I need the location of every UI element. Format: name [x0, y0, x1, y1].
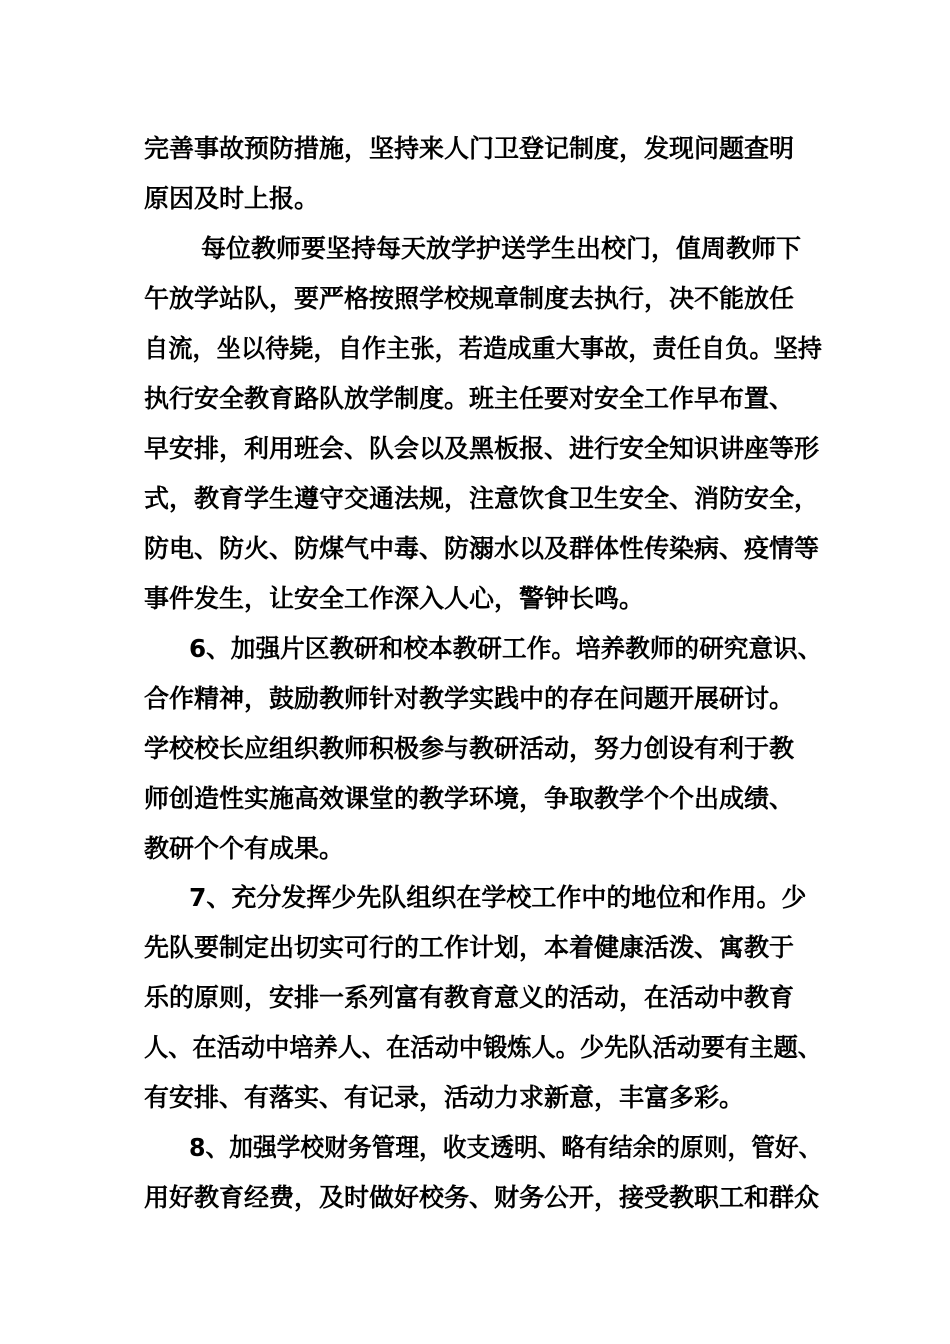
text-line: 式，教育学生遵守交通法规，注意饮食卫生安全、消防安全， [144, 484, 820, 513]
text-line: 8、加强学校财务管理，收支透明、略有结余的原则，管好、 [189, 1133, 823, 1162]
text-line: 防电、防火、防煤气中毒、防溺水以及群体性传染病、疫情等 [144, 534, 820, 563]
text-line: 自流，坐以待毙，自作主张，若造成重大事故，责任自负。坚持 [144, 334, 823, 363]
text-line: 师创造性实施高效课堂的教学环境，争取教学个个出成绩、 [144, 784, 795, 813]
text-line: 事件发生，让安全工作深入人心，警钟长鸣。 [144, 584, 645, 613]
text-line: 有安排、有落实、有记录，活动力求新意，丰富多彩。 [144, 1083, 745, 1112]
text-line: 午放学站队，要严格按照学校规章制度去执行，决不能放任 [144, 284, 795, 313]
text-line: 完善事故预防措施，坚持来人门卫登记制度，发现问题查明 [144, 134, 795, 163]
text-line: 7、充分发挥少先队组织在学校工作中的地位和作用。少 [189, 883, 807, 912]
text-line: 合作精神，鼓励教师针对教学实践中的存在问题开展研讨。 [144, 684, 795, 713]
text-line: 乐的原则，安排一系列富有教育意义的活动，在活动中教育 [144, 983, 795, 1012]
text-line: 先队要制定出切实可行的工作计划，本着健康活泼、寓教于 [144, 933, 795, 962]
text-line: 6、加强片区教研和校本教研工作。培养教师的研究意识、 [189, 634, 823, 663]
text-line: 早安排，利用班会、队会以及黑板报、进行安全知识讲座等形 [144, 434, 820, 463]
text-line: 人、在活动中培养人、在活动中锻炼人。少先队活动要有主题、 [144, 1033, 823, 1062]
text-line: 原因及时上报。 [144, 184, 320, 213]
text-line: 学校校长应组织教师积极参与教研活动，努力创设有利于教 [144, 734, 795, 763]
text-line: 每位教师要坚持每天放学护送学生出校门，值周教师下 [201, 234, 802, 263]
text-line: 用好教育经费，及时做好校务、财务公开，接受教职工和群众 [144, 1183, 820, 1212]
text-line: 执行安全教育路队放学制度。班主任要对安全工作早布置、 [144, 384, 795, 413]
text-line: 教研个个有成果。 [144, 834, 345, 863]
